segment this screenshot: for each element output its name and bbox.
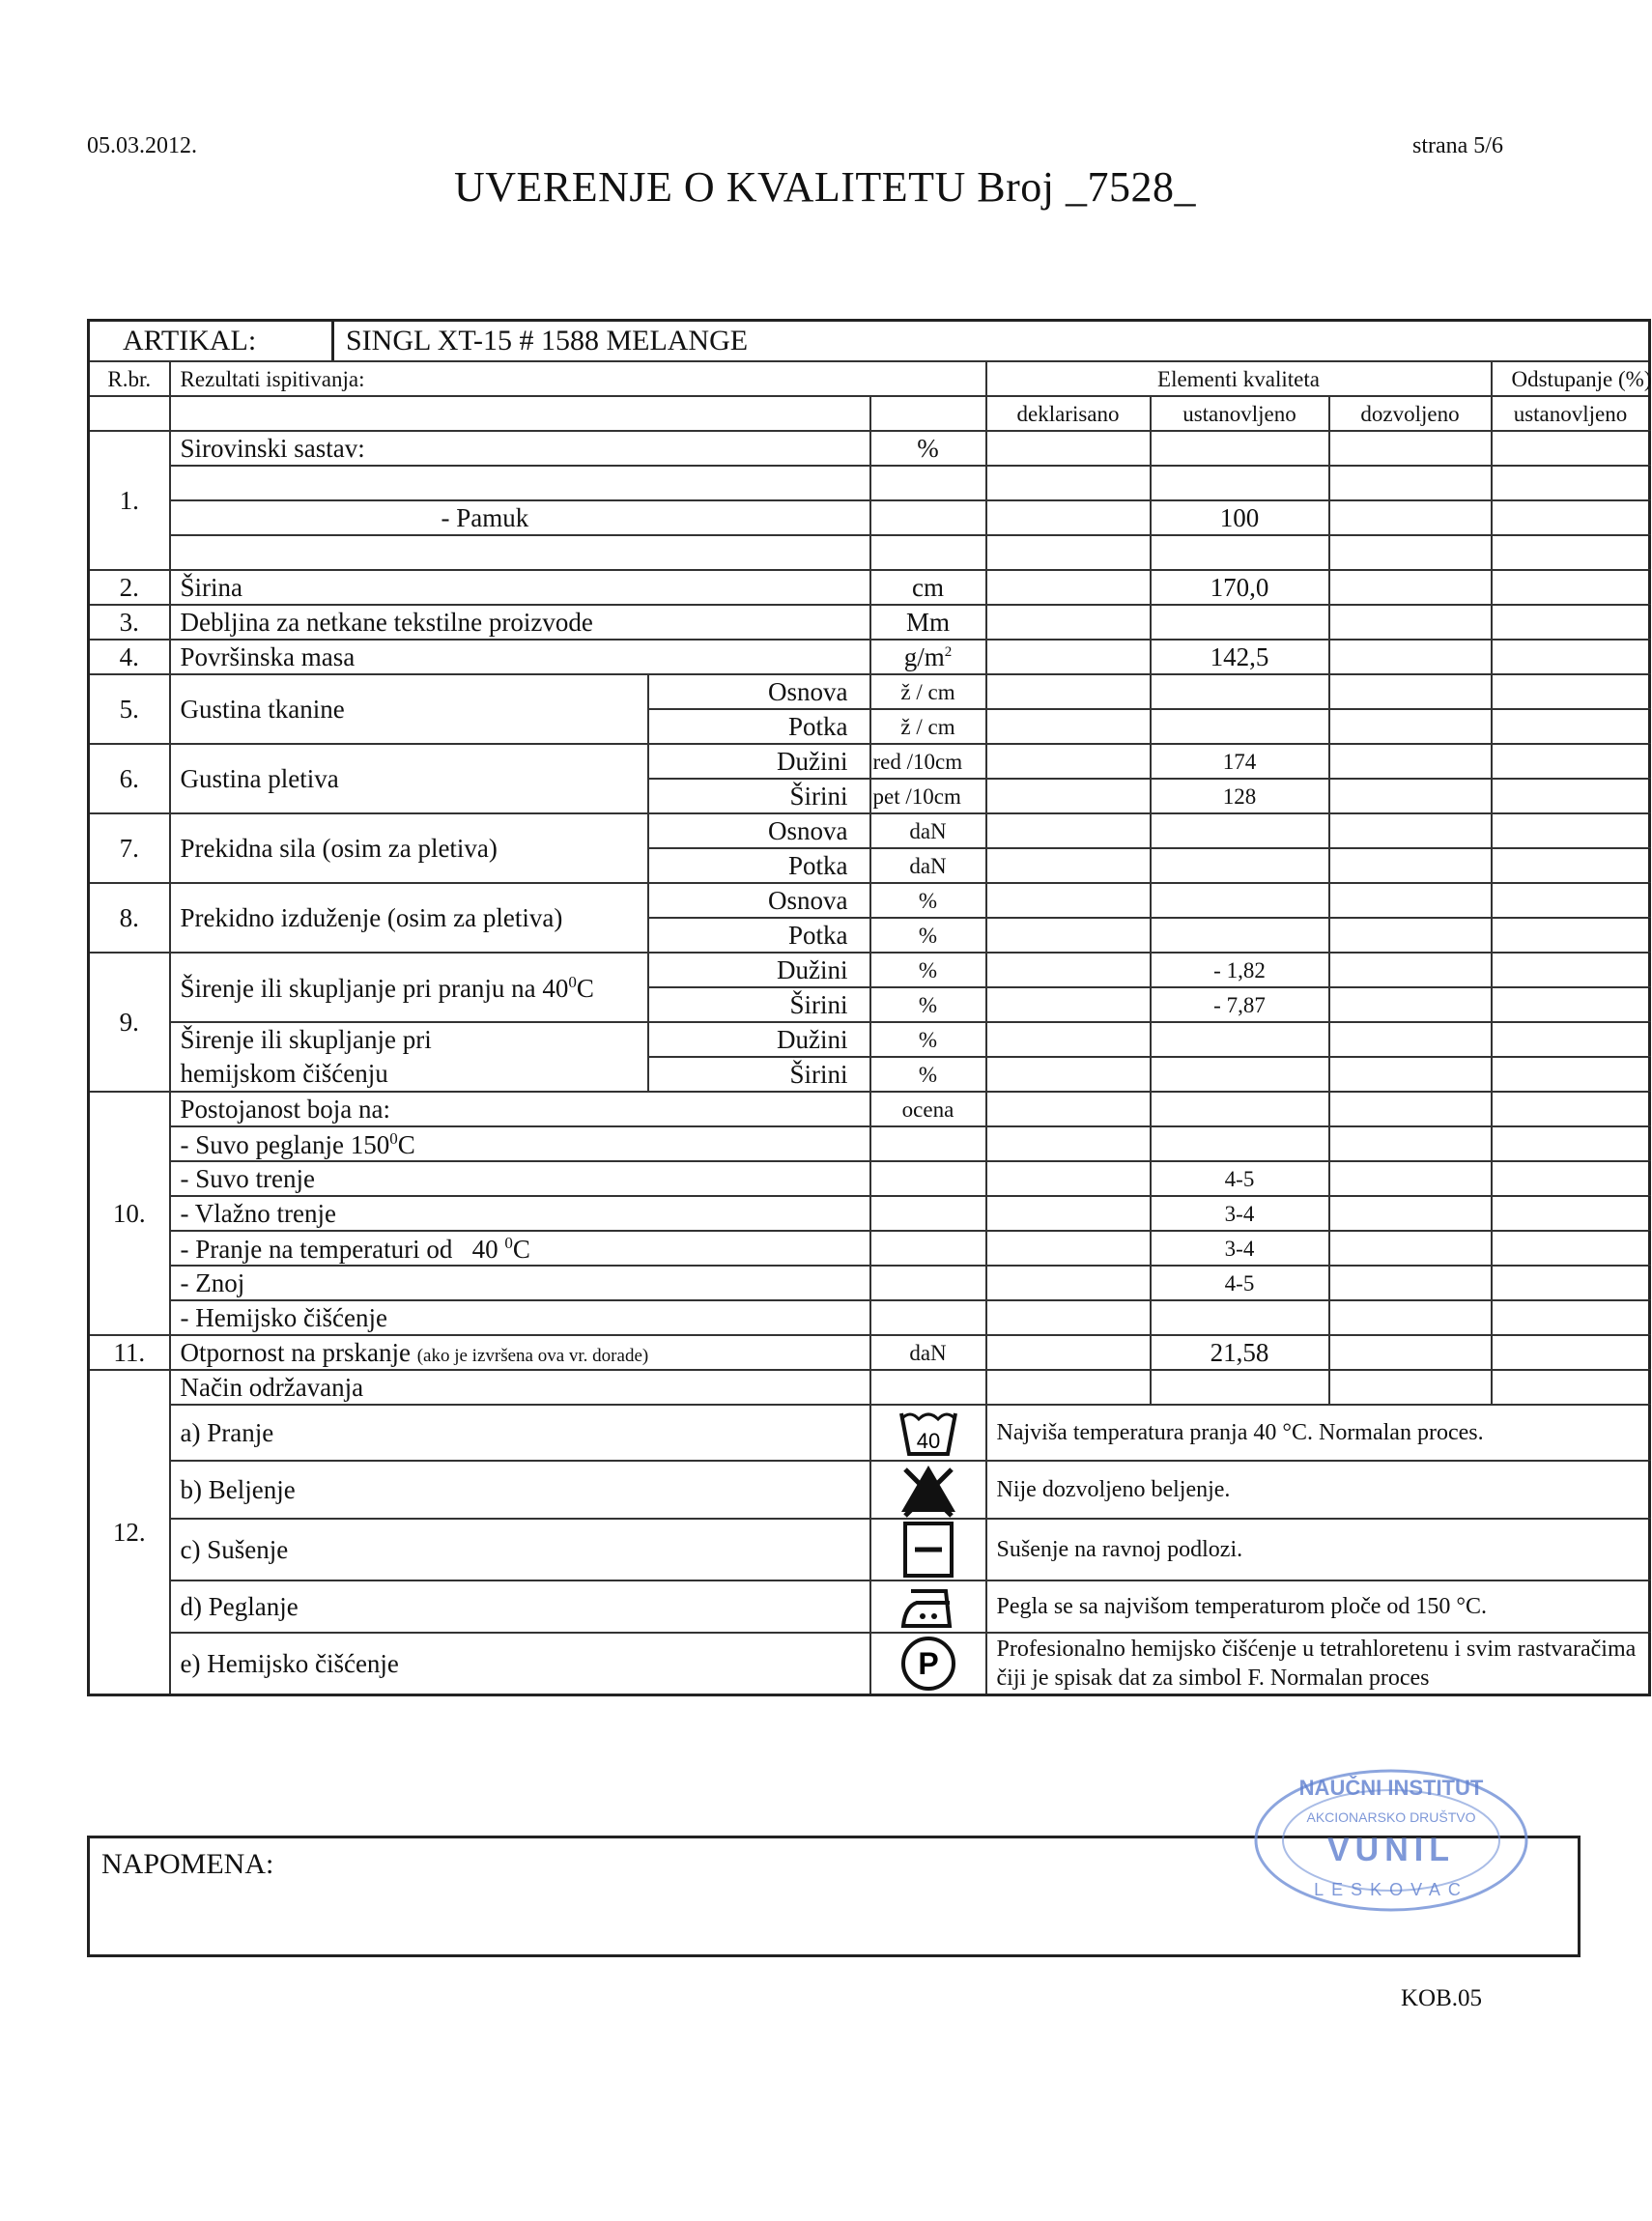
row-4: [89, 640, 1650, 674]
row-10-name: Postojanost boja na:: [170, 1092, 870, 1126]
row-10-unit: ocena: [870, 1092, 986, 1126]
row-4-name: Površinska masa: [170, 640, 870, 674]
row-10-s1: - Suvo peglanje $150^0C$: [170, 1126, 870, 1161]
row-7-number: 7.: [89, 813, 170, 883]
row-2-name: Širina: [170, 570, 870, 605]
row-4-unit: $g/m^2$: [870, 640, 986, 674]
row-6-unit-b: pet /10cm: [870, 779, 986, 813]
row-3-number: 3.: [89, 605, 170, 640]
row-9-b: Širini: [648, 987, 870, 1022]
row-10-v3: 3-4: [1151, 1196, 1329, 1231]
row-9: [89, 953, 1650, 987]
col-rbr: R.br.: [89, 361, 170, 396]
svg-text:40: 40: [916, 1429, 940, 1453]
row-10: [89, 1092, 1650, 1126]
col-allowed: dozvoljeno: [1329, 396, 1492, 431]
row-9-unit-b: %: [870, 987, 986, 1022]
row-3: [89, 605, 1650, 640]
quality-table: [87, 319, 1651, 1696]
row-8-number: 8.: [89, 883, 170, 953]
row-8: [89, 883, 1650, 918]
row-5-name: Gustina tkanine: [170, 674, 648, 744]
no-bleach-icon: [870, 1461, 986, 1519]
col-results: Rezultati ispitivanja:: [170, 361, 986, 396]
row-10-v4: 3-4: [1151, 1231, 1329, 1266]
article-row: [89, 321, 1650, 362]
care-ironing: [89, 1580, 1650, 1633]
row-9-name-2a: Širenje ili skupljanje pri: [170, 1022, 648, 1057]
care-washing-desc: Najviša temperatura pranja 40 °C. Normalan proces.: [986, 1405, 1650, 1461]
row-9-unit-c: %: [870, 1022, 986, 1057]
washing-40-icon: [870, 1405, 986, 1461]
row-8-a: Osnova: [648, 883, 870, 918]
care-drycleaning-label: e) Hemijsko čišćenje: [170, 1633, 870, 1695]
row-1-sub: [89, 500, 1650, 535]
row-10-s2: - Suvo trenje: [170, 1161, 870, 1196]
row-11-value: 21,58: [1151, 1335, 1329, 1370]
row-6: [89, 744, 1650, 779]
row-8-b: Potka: [648, 918, 870, 953]
row-9-c: Dužini: [648, 1022, 870, 1057]
row-5-b: Potka: [648, 709, 870, 744]
row-7-name: Prekidna sila (osim za pletiva): [170, 813, 648, 883]
document-title: UVERENJE O KVALITETU Broj _7528_: [454, 163, 1197, 211]
header-row: [89, 361, 1650, 396]
row-12: [89, 1370, 1650, 1405]
care-washing-label: a) Pranje: [170, 1405, 870, 1461]
row-10-s6: - Hemijsko čišćenje: [170, 1300, 870, 1335]
row-7-unit-a: daN: [870, 813, 986, 848]
row-4-value: 142,5: [1151, 640, 1329, 674]
row-8-name: Prekidno izduženje (osim za pletiva): [170, 883, 648, 953]
row-5-unit-b: ž / cm: [870, 709, 986, 744]
care-ironing-desc: Pegla se sa najvišom temperaturom ploče od 150 °C.: [986, 1580, 1650, 1633]
subheader-row: [89, 396, 1650, 431]
row-3-unit: Mm: [870, 605, 986, 640]
row-7-b: Potka: [648, 848, 870, 883]
row-5-a: Osnova: [648, 674, 870, 709]
row-1-unit: %: [870, 431, 986, 466]
care-bleaching: [89, 1461, 1650, 1519]
row-12-name: Način održavanja: [170, 1370, 870, 1405]
care-washing: [89, 1405, 1650, 1461]
row-2-number: 2.: [89, 570, 170, 605]
row-12-number: 12.: [89, 1370, 170, 1695]
row-1-number: 1.: [89, 431, 170, 570]
article-label: ARTIKAL:: [90, 322, 334, 360]
care-ironing-label: d) Peglanje: [170, 1580, 870, 1633]
row-1: [89, 431, 1650, 466]
row-5-number: 5.: [89, 674, 170, 744]
form-code: KOB.05: [1401, 1985, 1483, 2011]
row-10-number: 10.: [89, 1092, 170, 1335]
svg-text:AKCIONARSKO DRUŠTVO: AKCIONARSKO DRUŠTVO: [1306, 1809, 1476, 1825]
row-2-value: 170,0: [1151, 570, 1329, 605]
row-7-unit-b: daN: [870, 848, 986, 883]
row-9-unit-a: %: [870, 953, 986, 987]
row-6-value-a: 174: [1151, 744, 1329, 779]
row-2-unit: cm: [870, 570, 986, 605]
dry-flat-icon: [870, 1519, 986, 1580]
care-drying-desc: Sušenje na ravnoj podlozi.: [986, 1519, 1650, 1580]
row-9-value-a: - 1,82: [1151, 953, 1329, 987]
care-drycleaning: [89, 1633, 1650, 1695]
row-9-d: Širini: [648, 1057, 870, 1092]
iron-two-dots-icon: [870, 1580, 986, 1633]
row-9-unit-d: %: [870, 1057, 986, 1092]
row-6-a: Dužini: [648, 744, 870, 779]
row-4-number: 4.: [89, 640, 170, 674]
care-drycleaning-desc: Profesionalno hemijsko čišćenje u tetrahloretenu i svim rastvaračima čiji je spisak dat za simbol F. Normalan proces: [986, 1633, 1650, 1695]
row-10-v2: 4-5: [1151, 1161, 1329, 1196]
col-established-2: ustanovljeno: [1492, 396, 1650, 431]
row-1-name: Sirovinski sastav:: [170, 431, 870, 466]
row-9-a: Dužini: [648, 953, 870, 987]
col-established: ustanovljeno: [1151, 396, 1329, 431]
care-drying: [89, 1519, 1650, 1580]
row-10-s5: - Znoj: [170, 1266, 870, 1300]
row-9-number: 9.: [89, 953, 170, 1092]
row-11: [89, 1335, 1650, 1370]
row-3-name: Debljina za netkane tekstilne proizvode: [170, 605, 870, 640]
row-10-s4: - Pranje na temperaturi od 40 $^0$C: [170, 1231, 870, 1266]
svg-text:LESKOVAC: LESKOVAC: [1314, 1880, 1468, 1899]
care-bleaching-label: b) Beljenje: [170, 1461, 870, 1519]
note-label: NAPOMENA:: [101, 1848, 274, 1880]
page-number: strana 5/6: [1412, 133, 1503, 158]
row-6-unit-a: red /10cm: [870, 744, 986, 779]
row-1-sub-value: 100: [1151, 500, 1329, 535]
row-7-a: Osnova: [648, 813, 870, 848]
row-10-s3: - Vlažno trenje: [170, 1196, 870, 1231]
row-8-unit-b: %: [870, 918, 986, 953]
col-elements: Elementi kvaliteta: [986, 361, 1492, 396]
row-9-name-1: Širenje ili skupljanje pri pranju na $40^0C$: [170, 953, 648, 1022]
row-6-number: 6.: [89, 744, 170, 813]
row-10-v5: 4-5: [1151, 1266, 1329, 1300]
article-value: SINGL XT-15 # 1588 MELANGE: [346, 325, 749, 356]
row-6-b: Širini: [648, 779, 870, 813]
row-2: [89, 570, 1650, 605]
document-date: 05.03.2012.: [87, 133, 197, 158]
row-9-name-2b: hemijskom čišćenju: [170, 1057, 648, 1092]
svg-text:NAUČNI INSTITUT: NAUČNI INSTITUT: [1298, 1776, 1484, 1800]
svg-text:VUNIL: VUNIL: [1327, 1832, 1455, 1868]
col-deviation: Odstupanje (%): [1492, 361, 1650, 396]
row-5-unit-a: ž / cm: [870, 674, 986, 709]
row-6-name: Gustina pletiva: [170, 744, 648, 813]
dryclean-p-icon: [870, 1633, 986, 1695]
row-11-unit: daN: [870, 1335, 986, 1370]
row-6-value-b: 128: [1151, 779, 1329, 813]
row-11-name: Otpornost na prskanje (ako je izvršena ova vr. dorade): [170, 1335, 870, 1370]
row-9-value-b: - 7,87: [1151, 987, 1329, 1022]
col-declared: deklarisano: [986, 396, 1151, 431]
row-5: [89, 674, 1650, 709]
row-7: [89, 813, 1650, 848]
care-bleaching-desc: Nije dozvoljeno beljenje.: [986, 1461, 1650, 1519]
institute-stamp: [1246, 1758, 1536, 1927]
row-11-number: 11.: [89, 1335, 170, 1370]
row-8-unit-a: %: [870, 883, 986, 918]
care-drying-label: c) Sušenje: [170, 1519, 870, 1580]
row-1-sub-name: - Pamuk: [170, 500, 870, 535]
svg-text:P: P: [917, 1646, 939, 1681]
